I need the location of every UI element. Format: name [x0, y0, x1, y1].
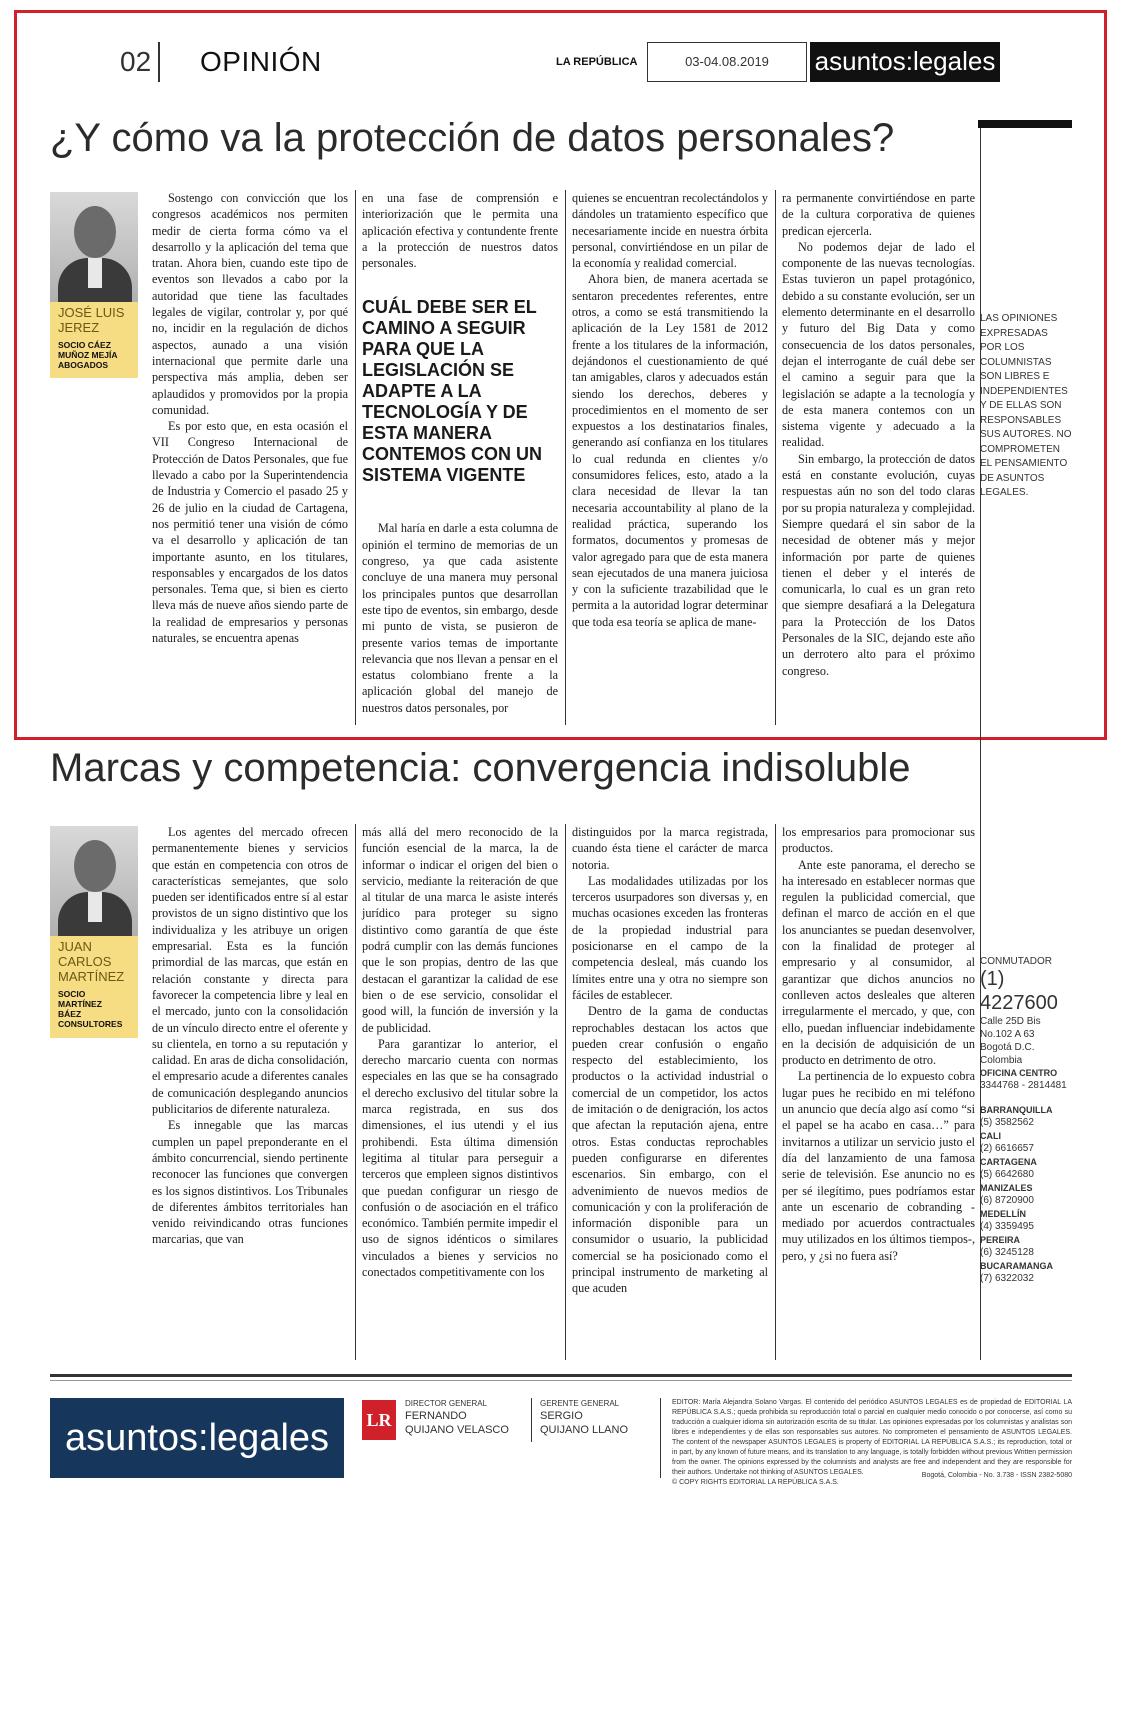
- article2-author-card: [50, 826, 138, 1038]
- article2-headline: Marcas y competencia: convergencia indisoluble: [50, 746, 911, 790]
- contact-label: CONMUTADOR: [980, 956, 1053, 967]
- section-title: OPINIÓN: [200, 46, 322, 77]
- main-phone: (1) 4227600: [980, 968, 1058, 1014]
- staff-gerente: GERENTE GENERAL SERGIO QUIJANO LLANO: [540, 1399, 629, 1436]
- author-photo: [50, 826, 138, 936]
- article2-column-2: más allá del mero reconocido de la función esencial de la marca, la de informar o indicar el origen del bien o servicio, mediante la reiteración de que al titular de una marca le asiste interés jurídico para proteger su signo distintivo como garantía de que éste podrá cumplir con las demás funciones que le son propias, dentro de las que destacan el garantizar la calidad de ese bien o de ese servicio, consolidar el good will, la función de inversión y la de publicidad. Para garantizar lo anterior, el derecho marcario cuenta con normas especiales en las que se ha consagrado el derecho exclusivo del titular sobre la marca registrada, en sus dos dimensiones, el ius utendi y el ius prohibendi. Esta última dimensión legitima al titular para perseguir a terceros que empleen signos distintivos que puedan configurar un riesgo de confusión o de asociación en el tráfico económico. También permite impedir el uso de signos idénticos o similares vinculados a bienes y servicios no conectados competitivamente con los: [362, 825, 558, 1280]
- article1-column-2: en una fase de comprensión e interiorización que le permita una aplicación efectiva y contundente frente a la protección de nuestros datos personales. CUÁL DEBE SER EL CAMINO A SEGUIR PARA QUE LA LEGISLACIÓN SE ADAPTE A LA TECNOLOGÍA Y DE ESTA MANERA CONTEMOS CON UN SISTEMA VIGENTE Mal haría en darle a esta columna de opinión el termino de memorias de un congreso, ya que cada asistente concluye de una manera muy personal los principales puntos que desarrollan este tipo de eventos, sin embargo, desde mi punto de vista, se pusieron de presente varios temas de importante relevancia que nos llevan a pensar en el estatus colombiano frente a la aplicación global del manejo de nuestros datos personales, por: [362, 191, 558, 715]
- footer-rule: [50, 1374, 1072, 1377]
- brand-logo: asuntos:legales: [810, 42, 1000, 82]
- article1-column-4: ra permanente convirtiéndose en parte de la cultura corporativa de quienes predican ejercerla. No podemos dejar de lado el componente de las nuevas tecnologías. Estas tuvieron un papel protagónico, debido a su constante evolución, ser un elemento determinante en el desarrollo y futuro del Big Data y como consecuencia de los datos personales, dejan el interrogante de cuál debe ser el camino a seguir para que la legislación se adapte a la tecnología y de esta manera contemos con un sistema vigente y adecuado a la realidad. Sin embargo, la protección de datos está en constante evolución, cuyas respuestas aún no son del todo claras por su propia naturaleza y complejidad. Siempre quedará el sin sabor de la necesidad de obtener más y mejor información por parte de quienes tienen el deber y el interés de comunicarla, lo cual es un gran reto que siempre desafiará a la Delegatura para la Protección de los Datos Personales de la SIC, dejando este año un derrotero alto para el próximo congreso.: [782, 191, 975, 678]
- article1-column-3: quienes se encuentran recolectándolos y dándoles un tratamiento específico que necesariamente incide en nuestra órbita personal, convirtiéndose en un pilar de la economía y realidad comercial. Ahora bien, de manera acertada se sentaron precedentes referentes, entre otros, a como se está transmitiendo la aplicación de la Ley 1581 de 2012 frente a los titulares de la información, dejándonos el cuestionamiento de qué tan amigables, claros y adecuados están siendo los derechos, deberes y procedimientos en el momento de ser expuestos a los destinatarios finales, generando así confianza en los titulares lo cual redunda en clientes y/o consumidores felices, esto, atado a la clara necesidad de llevar la tan necesaria accountability al plano de la realidad práctica, superando los formatos, documentos y promesas de valor agregado para que de esta manera sean ejecutados de una manera juiciosa y con la suficiente trazabilidad que le permita a la autoridad lograr determinar que toda esa teoría se aplica de mane-: [572, 191, 768, 629]
- opinion-disclaimer: LAS OPINIONES EXPRESADAS POR LOS COLUMNISTAS SON LIBRES E INDEPENDIENTES Y DE ELLAS SON RESPONSABLES SUS AUTORES. NO COMPROMETEN EL PENSAMIENTO DE ASUNTOS LEGALES.: [980, 313, 1072, 498]
- article2-column-1: Los agentes del mercado ofrecen permanentemente bienes y servicios que están en competencia con otros de características semejantes, que solo pueden ser identificados entre sí al estar provistos de un signo distintivo que los individualiza y les atribuye un origen empresarial. Esta es la función primordial de las marcas, que están en relación constante y directa para favorecer la competencia libre y leal en el mercado, junto con la consolidación de un vínculo directo entre el oferente y su clientela, en torno a su reputación y calidad. En aras de dicha consolidación, el empresario acude a diferentes canales de comunicación desplegando anuncios publicitarios de diferente naturaleza. Es innegable que las marcas cumplen un papel preponderante en el ámbito concurrencial, siendo pertinente reconocer las funciones que convergen es los signos distintivos. Los Tribunales de diferentes ámbitos territoriales han venido reivindicando otras funciones marcarias, que van: [152, 825, 348, 1247]
- article1-author-card: [50, 192, 138, 378]
- footer-rule-thin: [50, 1380, 1072, 1381]
- author-role: SOCIO MARTÍNEZ BÁEZ CONSULTORES: [58, 988, 123, 1030]
- legal-notice: EDITOR: María Alejandra Solano Vargas. El contenido del periódico ASUNTOS LEGALES es de propiedad de EDITORIAL LA REPÚBLICA S.A.S.; queda prohibida su reproducción total o parcial en cualquier medio conocido o por conocerse, así como su traducción a cualquier idioma sin autorización escrita de su titular. Las opiniones expresadas por los columnistas y analistas son libres e independientes y de ellas son responsables sus autores. No comprometen el pensamiento de ASUNTOS LEGALES. The content of the newspaper ASUNTOS LEGALES is property of EDITORIAL LA REPÚBLICA S.A.S.; its reproduction, total or in part, by any known of future means, and its translation to any language, is totally forbidden without previous Written permission from the owner. The opinions expressed by the columnists and analysts are free and independent and they are responsible for their authors. Undertake not thinking of ASUNTOS LEGALES. © COPY RIGHTS EDITORIAL LA REPÚBLICA S.A.S.: [672, 1399, 1072, 1486]
- article1-pullquote: CUÁL DEBE SER EL CAMINO A SEGUIR PARA QUE LA LEGISLACIÓN SE ADAPTE A LA TECNOLOGÍA Y DE ESTA MANERA CONTEMOS CON UN SISTEMA VIGENTE: [362, 297, 542, 486]
- lr-logo-icon: LR: [362, 1400, 396, 1440]
- article2-column-3: distinguidos por la marca registrada, cuando ésta tiene el carácter de marca notoria. Las modalidades utilizadas por los terceros usurpadores son diversas y, en muchas ocasiones exceden las fronteras de la propiedad industrial para posicionarse en el campo de la competencia desleal, más cuando los límites entre una y otra no siempre son fáciles de establecer. Dentro de la gama de conductas reprochables destacan los actos que pueden crear confusión o engaño respecto del establecimiento, los productos o la actividad industrial o comercial de un competidor, los actos de imitación o de denigración, los actos que afectan la reputación ajena, entre otros. Estas conductas reprochables pueden configurarse en diferentes escenarios. Sin embargo, con el advenimiento de nuevos medios de comunicación y con la proliferación de información disponible para un consumidor o usuario, la publicidad comercial se ha posicionado como el principal instrumento de marketing al que acuden: [572, 825, 768, 1296]
- article1-column-1: Sostengo con convicción que los congresos académicos nos permiten medir de cierta forma cómo va el desarrollo y la aplicación del tema que tratan. Ahora bien, cuando este tipo de eventos son llevados a cabo por la autoridad que tiene las facultades legales de vigilar, controlar y, por qué no, incidir en la regulación de dichos aspectos, aunado a una visión internacional que permite darle una perspectiva más amplia, deben ser aplaudidos y promovidos por la propia comunidad. Es por esto que, en esta ocasión el VII Congreso Internacional de Protección de Datos Personales, que fue llevado a cabo por la Superintendencia de Industria y Comercio el pasado 25 y 26 de julio en la ciudad de Cartagena, nos permitió tener una visión de cómo va el desarrollo y aplicación de tan importante asunto, en los titulares, responsables y encargados de los datos personales. Tema que, si bien es cierto lleva más de nueve años siendo parte de la realidad de empresarios y personas naturales, se encuentra apenas: [152, 191, 348, 646]
- footer-divider: [531, 1398, 532, 1442]
- staff-director: DIRECTOR GENERAL FERNANDO QUIJANO VELASCO: [405, 1399, 509, 1436]
- issn-line: Bogotá, Colombia - No. 3.738 - ISSN 2382-5080: [921, 1472, 1072, 1479]
- page-number: 02: [120, 46, 152, 77]
- article2-column-4: los empresarios para promocionar sus productos. Ante este panorama, el derecho se ha interesado en establecer normas que regulen la publicidad comercial, que definan el marco de acción en el que los anunciantes se puedan desenvolver, con la finalidad de proteger al empresario y al consumidor, al garantizar que dichos anuncios no conlleven actos desleales que alteren irregularmente el mercado, y que, con ello, puedan influenciar indebidamente en la decisión de adquisición de un producto en detrimento de otro. La pertinencia de lo expuesto cobra lugar pues he recibido en mi teléfono un anuncio que decía algo así como “si el papel se ha acabo en casa…” para invitarnos a utilizar un servicio justo el día del lanzamiento de una famosa serie de televisión. Ese anuncio no es per sé ilegítimo, pues podríamos estar ante un escenario de cobranding -mediado por acuerdos contractuales muy utilizados en los últimos tiempos-, pero, y ¿si no fuera así?: [782, 825, 975, 1263]
- contact-directory: CONMUTADOR (1) 4227600 Calle 25D Bis No.102 A 63 Bogotá D.C. Colombia OFICINA CENTRO 3344768 - 2814481 BARRANQUILLA (5) 3582562 CALI (2) 6616657 CARTAGENA (5) 6642680 MANIZALES (6) 8720900 MEDELLÍN (4) 3359495 PEREIRA (6) 3245128 BUCARAMANGA (7) 6322032: [980, 956, 1080, 1285]
- issue-date: 03-04.08.2019: [647, 42, 807, 82]
- author-name: JUAN CARLOS MARTÍNEZ: [58, 939, 125, 984]
- publisher-name: LA REPÚBLICA: [556, 56, 638, 68]
- author-role: SOCIO CÁEZ MUÑOZ MEJÍA ABOGADOS: [58, 339, 118, 371]
- footer-brand-logo: asuntos:legales: [50, 1398, 344, 1478]
- header-divider: [158, 42, 160, 82]
- sidebar-top-rule: [978, 120, 1072, 128]
- footer-divider: [660, 1398, 661, 1478]
- article1-headline: ¿Y cómo va la protección de datos personales?: [50, 116, 895, 160]
- author-name: JOSÉ LUIS JEREZ: [58, 305, 125, 335]
- author-photo: [50, 192, 138, 302]
